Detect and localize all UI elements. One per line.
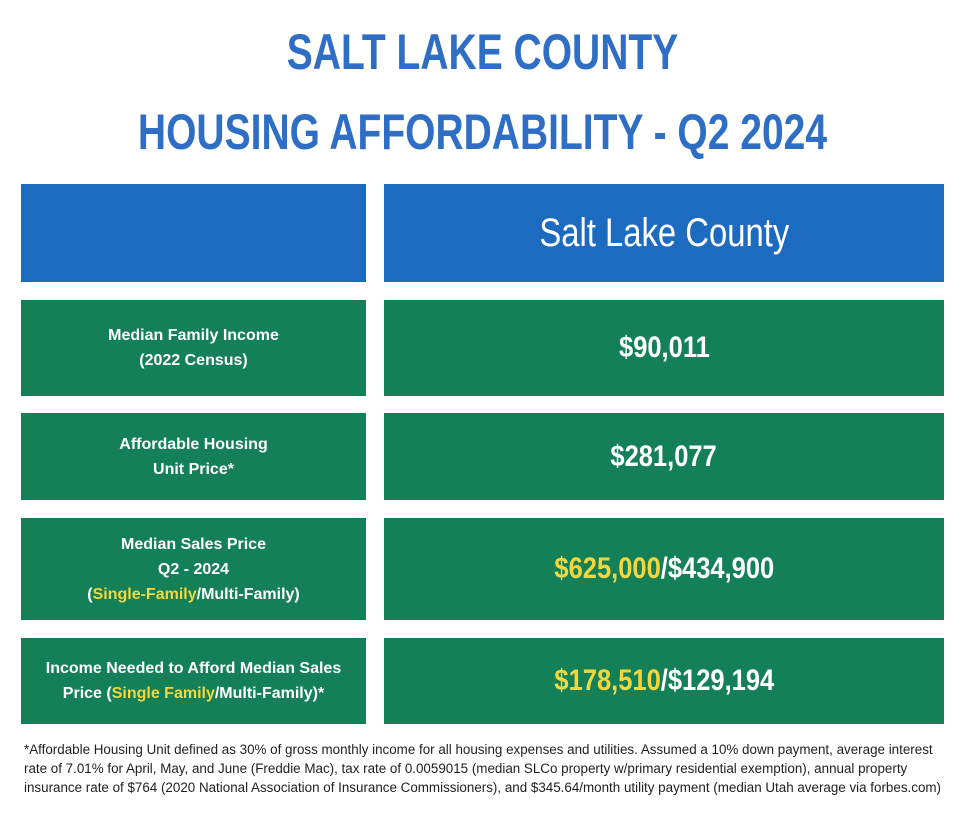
label-part: Price ( [62,685,112,702]
footnote: *Affordable Housing Unit defined as 30% of gross monthly income for all housing expenses and utilities. Assumed a 10% down payment, average interest rate of 7.01% for April, May, and June (Freddie Mac), tax rate of 0.0059015 (median SLCo property w/primary residential exemption), annual property insurance rate of $764 (2020 National Association of Insurance Commissioners), and $345.64/month utility payment (median Utah average via forbes.com) [24,742,942,795]
label-line [46,681,341,706]
label-line: Q2 - 2024 [157,560,230,578]
row-label [108,323,279,373]
row-label [87,532,299,607]
row-label-income-needed [21,638,366,724]
label-part: /Multi-Family) [196,585,300,603]
label-highlight: Single Family [111,685,215,702]
row-label [119,432,267,482]
label-part: ( [87,585,93,603]
column-header: Salt Lake County [539,210,789,255]
row-label-median-sales-price [21,518,366,620]
label-line [87,582,299,607]
label-part: /Multi-Family)* [214,685,325,702]
label-line: Median Family Income [108,327,279,344]
label-line: Median Sales Price [121,535,266,553]
row-label [46,656,341,706]
row-value-income-needed [384,638,944,724]
value-text [554,552,774,586]
value-part: /$434,900 [660,552,774,585]
title-line-2: HOUSING AFFORDABILITY - Q2 2024 [137,104,828,160]
row-label-affordable-housing [21,413,366,500]
header-empty-cell [21,184,366,282]
row-label-median-family-income [21,300,366,396]
label-line: Unit Price* [153,460,234,478]
label-line: (2022 Census) [139,352,248,369]
value-part: /$129,194 [660,664,774,697]
label-line: Affordable Housing [119,435,268,453]
row-value-median-sales-price [384,518,944,620]
label-highlight: Single-Family [92,585,197,603]
header-county-cell [384,184,944,282]
title-line-1: SALT LAKE COUNTY [286,24,679,80]
value-highlight: $625,000 [554,552,661,585]
value-text: $90,011 [618,331,710,364]
value-highlight: $178,510 [554,664,661,697]
row-value-median-family-income [384,300,944,396]
row-value-affordable-housing [384,413,944,500]
label-line: Income Needed to Afford Median Sales [45,660,342,677]
value-text [554,664,774,698]
value-text: $281,077 [610,439,718,473]
